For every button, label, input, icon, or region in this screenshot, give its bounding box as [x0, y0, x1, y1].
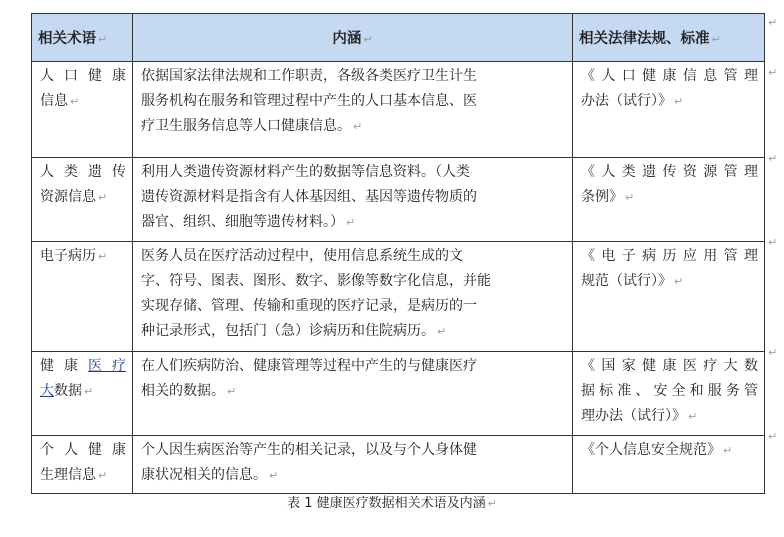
terms-table — [31, 13, 765, 494]
row-end-mark: ↵ — [768, 16, 778, 29]
row-end-mark: ↵ — [768, 346, 778, 359]
term-link-text[interactable]: 医疗 — [88, 358, 126, 374]
law-cell: 《个人信息安全规范》 ↵ — [573, 436, 765, 494]
table-row — [32, 352, 765, 436]
desc-cell: 利用人类遗传资源材料产生的数据等信息资料。（人类 遗传资源材料是指含有人体基因组、基因等遗传物质的 器官、组织、细胞等遗传材料。） ↵ — [133, 158, 573, 242]
desc-cell: 在人们疾病防治、健康管理等过程中产生的与健康医疗 相关的数据。 ↵ — [133, 352, 573, 436]
table-header-row — [32, 14, 765, 62]
term-cell: 健康医疗 大数据 ↵ — [32, 352, 133, 436]
term-link-text[interactable]: 大 — [40, 383, 54, 399]
law-cell: 《人口健康信息管理 办法（试行）》 ↵ — [573, 62, 765, 158]
header-term: 相关术语 ↵ — [32, 14, 133, 62]
law-cell: 《国家健康医疗大数 据标准、安全和服务管 理办法（试行）》 ↵ — [573, 352, 765, 436]
header-meaning: 内涵 ↵ — [133, 14, 573, 62]
table-row — [32, 436, 765, 494]
row-end-mark: ↵ — [768, 66, 778, 79]
table-caption: 表 1 健康医疗数据相关术语及内涵 ↵ — [287, 496, 497, 511]
row-end-mark: ↵ — [768, 430, 778, 443]
table-row — [32, 242, 765, 352]
law-cell: 《人类遗传资源管理 条例》 ↵ — [573, 158, 765, 242]
table-row — [32, 62, 765, 158]
row-end-mark: ↵ — [768, 236, 778, 249]
desc-cell: 医务人员在医疗活动过程中，使用信息系统生成的文 字、符号、图表、图形、数字、影像等数字化信息，并能 实现存储、管理、传输和重现的医疗记录，是病历的一 种记录形式，包括门（急）诊病历和住院病历。 ↵ — [133, 242, 573, 352]
table-row — [32, 158, 765, 242]
term-cell: 人口健康 信息 ↵ — [32, 62, 133, 158]
desc-cell: 依据国家法律法规和工作职责，各级各类医疗卫生计生 服务机构在服务和管理过程中产生的人口基本信息、医 疗卫生服务信息等人口健康信息。 ↵ — [133, 62, 573, 158]
term-cell: 人类遗传 资源信息 ↵ — [32, 158, 133, 242]
row-end-mark: ↵ — [768, 152, 778, 165]
term-cell: 个人健康 生理信息 ↵ — [32, 436, 133, 494]
law-cell: 《电子病历应用管理 规范（试行）》 ↵ — [573, 242, 765, 352]
term-cell: 电子病历 ↵ — [32, 242, 133, 352]
desc-cell: 个人因生病医治等产生的相关记录，以及与个人身体健 康状况相关的信息。 ↵ — [133, 436, 573, 494]
header-laws: 相关法律法规、标准 ↵ — [573, 14, 765, 62]
